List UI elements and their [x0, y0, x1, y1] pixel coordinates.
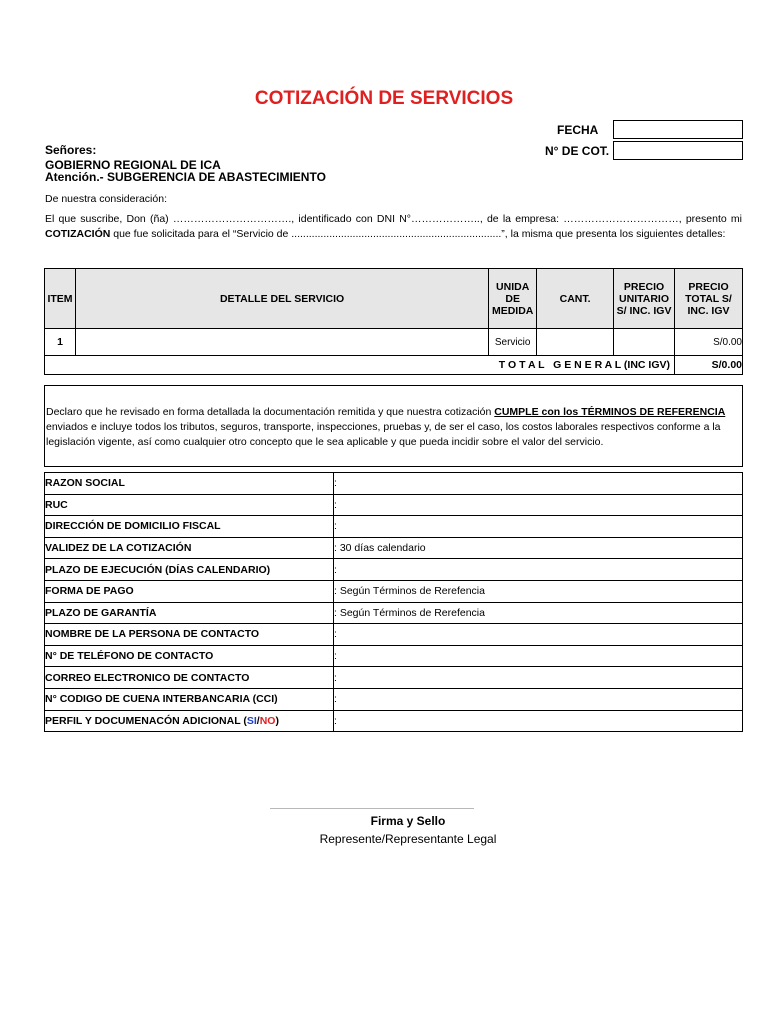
- declaration-box: [44, 385, 743, 467]
- info-label: CORREO ELECTRONICO DE CONTACTO: [45, 667, 334, 689]
- items-table: [44, 268, 743, 375]
- info-value[interactable]: : Según Términos de Rerefencia: [334, 602, 743, 624]
- intro-cotizacion: COTIZACIÓN: [45, 227, 111, 240]
- row-precio-unitario[interactable]: [614, 329, 675, 356]
- info-row: [45, 688, 743, 710]
- info-row: [45, 710, 743, 732]
- declaration-bold: CUMPLE con los TÉRMINOS DE REFERENCIA: [494, 406, 726, 418]
- info-label: NOMBRE DE LA PERSONA DE CONTACTO: [45, 624, 334, 646]
- row-item: 1: [45, 329, 76, 356]
- info-value[interactable]: :: [334, 624, 743, 646]
- fecha-field[interactable]: [613, 120, 743, 139]
- info-value[interactable]: :: [334, 473, 743, 495]
- perfil-slash: /: [256, 714, 260, 727]
- info-value[interactable]: :: [334, 667, 743, 689]
- info-label: DIRECCIÓN DE DOMICILIO FISCAL: [45, 516, 334, 538]
- info-row: [45, 494, 743, 516]
- info-value[interactable]: :: [334, 559, 743, 581]
- info-row: [45, 559, 743, 581]
- header-detalle: DETALLE DEL SERVICIO: [75, 269, 488, 329]
- total-row: [45, 356, 743, 375]
- info-row: [45, 667, 743, 689]
- info-row: [45, 537, 743, 559]
- intro-text-2: que fue solicitada para el “Servicio de ........................................................................”, la misma que presenta los siguientes detalles:: [110, 227, 726, 240]
- row-unidad: Servicio: [489, 329, 537, 356]
- fecha-label: FECHA: [557, 123, 599, 137]
- addressee-organization: GOBIERNO REGIONAL DE ICA: [45, 158, 221, 172]
- info-row: [45, 516, 743, 538]
- addressee-salutation: Señores:: [45, 143, 97, 157]
- perfil-no: NO: [259, 714, 276, 727]
- perfil-label-pre: PERFIL Y DOCUMENACÓN ADICIONAL (: [45, 714, 247, 727]
- total-value: S/0.00: [675, 356, 743, 375]
- header-precio-total: PRECIO TOTAL S/ INC. IGV: [675, 269, 743, 329]
- perfil-label-post: ): [275, 714, 279, 727]
- addressee-attention: Atención.- SUBGERENCIA DE ABASTECIMIENTO: [45, 170, 326, 184]
- info-value[interactable]: :: [334, 688, 743, 710]
- cot-number-field[interactable]: [613, 141, 743, 160]
- info-label: PLAZO DE GARANTÍA: [45, 602, 334, 624]
- row-cant[interactable]: [537, 329, 614, 356]
- intro-paragraph: [45, 212, 742, 241]
- perfil-si: SI: [246, 714, 257, 727]
- declaration-part-1: Declaro que he revisado en forma detallada la documentación remitida y que nuestra cotización: [46, 406, 495, 418]
- company-info-table: [44, 472, 743, 732]
- info-row: [45, 580, 743, 602]
- info-label: N° CODIGO DE CUENA INTERBANCARIA (CCI): [45, 688, 334, 710]
- header-precio-unitario: PRECIO UNITARIO S/ INC. IGV: [614, 269, 675, 329]
- info-label: RUC: [45, 494, 334, 516]
- document-title: COTIZACIÓN DE SERVICIOS: [254, 88, 514, 109]
- greeting: De nuestra consideración:: [45, 193, 167, 205]
- info-label: VALIDEZ DE LA COTIZACIÓN: [45, 537, 334, 559]
- header-cant: CANT.: [537, 269, 614, 329]
- info-value[interactable]: :: [334, 710, 743, 732]
- info-label: N° DE TELÉFONO DE CONTACTO: [45, 645, 334, 667]
- info-value[interactable]: : 30 días calendario: [334, 537, 743, 559]
- total-label: T O T A L G E N E R A L (INC IGV): [45, 356, 675, 375]
- signature-line: [270, 808, 474, 809]
- info-row: [45, 602, 743, 624]
- row-precio-total: S/0.00: [675, 329, 743, 356]
- info-label: PLAZO DE EJECUCIÓN (DÍAS CALENDARIO): [45, 559, 334, 581]
- header-unidad: UNIDA DE MEDIDA: [489, 269, 537, 329]
- info-value[interactable]: :: [334, 494, 743, 516]
- info-row: [45, 624, 743, 646]
- items-header-row: [45, 269, 743, 329]
- signature-subtitle: Represente/Representante Legal: [319, 832, 497, 846]
- signature-title: Firma y Sello: [370, 814, 446, 828]
- info-label: RAZON SOCIAL: [45, 473, 334, 495]
- intro-text-1: El que suscribe, Don (ña) ……………………………., identificado con DNI N°……………….., de la empresa: ……………………………, presento mi: [45, 213, 742, 225]
- info-label-perfil: [45, 710, 334, 732]
- header-item: ITEM: [45, 269, 76, 329]
- cot-number-label: N° DE COT.: [545, 144, 610, 158]
- info-value[interactable]: :: [334, 516, 743, 538]
- declaration-part-2: enviados e incluye todos los tributos, seguros, transporte, inspecciones, pruebas y, de ser el caso, los costos laborales respectivos conforme a la legislación vigente, así como cualquier otro concepto que le sea aplicable y que pueda incidir sobre el valor del servicio.: [46, 421, 721, 448]
- info-value[interactable]: :: [334, 645, 743, 667]
- info-row: [45, 645, 743, 667]
- info-label: FORMA DE PAGO: [45, 580, 334, 602]
- row-detalle[interactable]: [75, 329, 488, 356]
- info-value[interactable]: : Según Términos de Rerefencia: [334, 580, 743, 602]
- declaration-text: [46, 405, 743, 450]
- info-row: [45, 473, 743, 495]
- table-row: [45, 329, 743, 356]
